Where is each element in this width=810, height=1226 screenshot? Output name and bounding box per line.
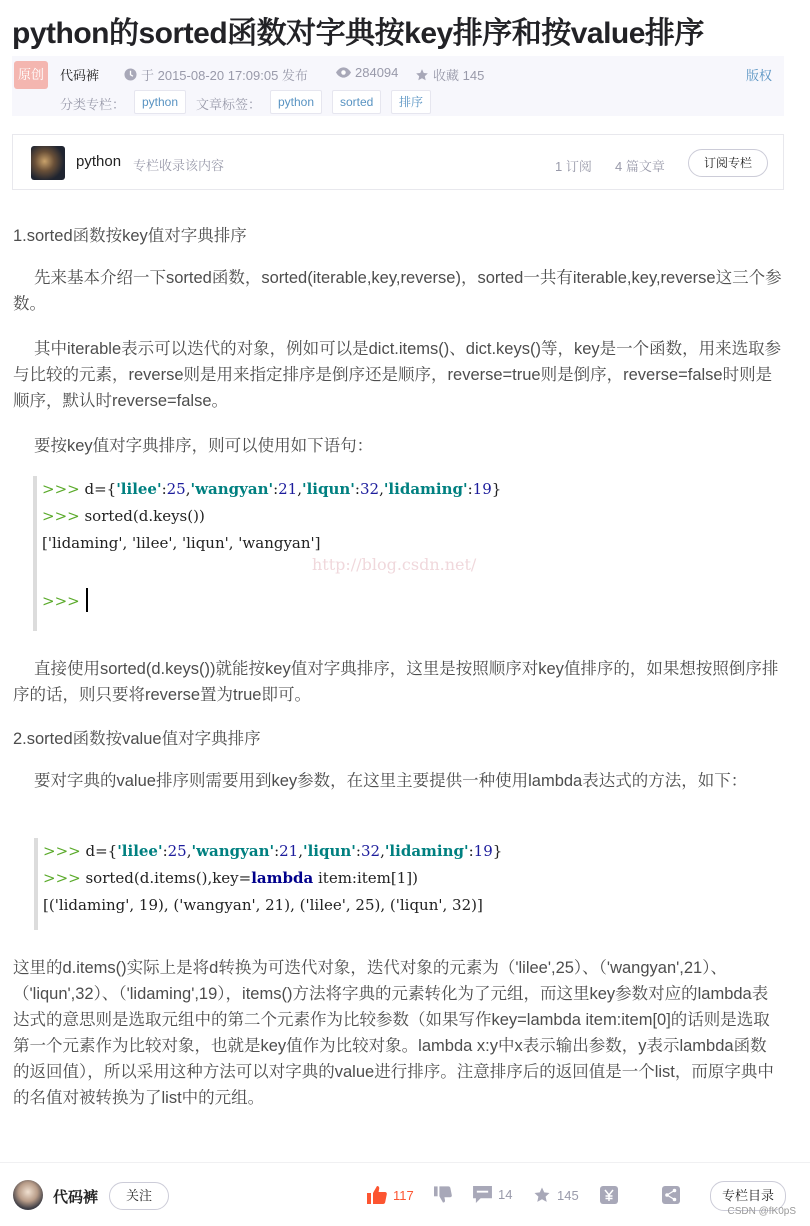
share-icon (662, 1186, 680, 1204)
publish-date-text: 于 2015-08-20 17:09:05 发布 (141, 68, 308, 83)
article-tag-python[interactable]: python (270, 90, 322, 114)
favorite-count-text: 收藏 145 (433, 68, 485, 83)
category-tag-python[interactable]: python (134, 90, 186, 114)
thumbs-up-icon (367, 1186, 387, 1204)
column-name[interactable]: python (76, 153, 122, 170)
copyright-link[interactable]: 版权 (745, 68, 772, 83)
like-button[interactable] (367, 1186, 414, 1204)
author-avatar[interactable] (13, 1180, 43, 1210)
code-block-1 (33, 476, 597, 631)
article-tags-label: 文章标签： (196, 97, 262, 112)
thumbs-down-icon (434, 1186, 452, 1203)
article-title: python的sorted函数对字典按key排序和按value排序 (12, 17, 704, 50)
section-heading-1: 1.sorted函数按key值对字典排序 (13, 227, 247, 245)
view-count (336, 65, 398, 80)
column-desc: 专栏收录该内容 (133, 158, 225, 173)
star-icon (533, 1186, 551, 1204)
publish-date (124, 65, 308, 84)
column-subscribers: 1 订阅 (555, 159, 592, 174)
author-link[interactable]: 代码裤 (60, 68, 100, 83)
subscribe-column-button[interactable]: 订阅专栏 (688, 149, 768, 177)
csdn-credit: CSDN @fK0pS (727, 1206, 796, 1217)
like-count: 117 (393, 1187, 414, 1203)
article-tag-sort[interactable]: 排序 (391, 90, 431, 114)
clock-icon (124, 68, 137, 81)
share-button[interactable] (662, 1186, 680, 1204)
code2-line-3: [('lidaming', 19), ('wangyan', 21), ('lilee', 25), ('liqun', 32)] (43, 896, 483, 914)
star-icon (415, 68, 429, 82)
code1-line-3: ['lidaming', 'lilee', 'liqun', 'wangyan'] (42, 534, 321, 552)
favorite-count-footer: 145 (557, 1187, 579, 1203)
article-tag-sorted[interactable]: sorted (332, 90, 381, 114)
paragraph-1: 先来基本介绍一下sorted函数，sorted(iterable,key,reverse)，sorted一共有iterable,key,reverse这三个参数。 (13, 269, 782, 313)
paragraph-5: 要对字典的value排序则需要用到key参数，在这里主要提供一种使用lambda表达式的方法，如下： (34, 772, 748, 790)
comment-button[interactable] (473, 1186, 512, 1203)
code1-line-prompt: >>> (42, 588, 88, 612)
section-heading-2: 2.sorted函数按value值对字典排序 (13, 730, 261, 748)
bottom-toolbar (0, 1162, 810, 1226)
column-thumbnail[interactable] (31, 146, 65, 180)
comment-icon (473, 1186, 492, 1203)
code2-line-1: >>> d={'lilee':25,'wangyan':21,'liqun':32,'lidaming':19} (43, 842, 503, 860)
follow-button[interactable]: 关注 (109, 1182, 169, 1210)
dislike-button[interactable] (434, 1186, 452, 1203)
category-label: 分类专栏： (60, 97, 126, 112)
column-article-count: 4 篇文章 (615, 159, 665, 174)
article-meta-bar (12, 56, 784, 116)
code1-line-1: >>> d={'lilee':25,'wangyan':21,'liqun':32,'lidaming':19} (42, 480, 502, 498)
eye-icon (336, 67, 351, 78)
column-toc-button[interactable]: 专栏目录 (710, 1181, 786, 1211)
watermark-text: http://blog.csdn.net/ (312, 555, 477, 574)
favorite-button[interactable] (533, 1186, 579, 1204)
text-cursor (86, 588, 88, 612)
favorite-count[interactable] (415, 65, 484, 84)
view-count-text: 284094 (355, 65, 399, 80)
original-badge: 原创 (14, 61, 48, 89)
code-block-2 (34, 838, 648, 930)
paragraph-3: 要按key值对字典排序，则可以使用如下语句： (34, 437, 374, 455)
paragraph-4: 直接使用sorted(d.keys())就能按key值对字典排序，这里是按照顺序对key值排序的，如果想按照倒序排序的话，则只要将reverse置为true即可。 (13, 660, 779, 704)
code1-line-2: >>> sorted(d.keys()) (42, 507, 205, 525)
yen-icon (600, 1186, 618, 1204)
paragraph-6: 这里的d.items()实际上是将d转换为可迭代对象，迭代对象的元素为（'lilee',25）、（'wangyan',21）、（'liqun',32）、（'lidaming',19），items()方法将字典的元素转化为了元组，而这里key参数对应的lambda表达式的意思则是选取元组中的第二个元素作为比较参数（如果写作key=lambda item:item[0]的话则是选取第一个元素作为比较对象，也就是key值作为比较对象。lambda x:y中x表示输出参数，y表示lambda函数的返回值），所以采用这种方法可以对字典的value进行排序。注意排序后的返回值是一个list，而原字典中的名值对被转换为了list中的元组。 (13, 959, 774, 1107)
column-card (12, 134, 784, 190)
comment-count: 14 (498, 1187, 513, 1202)
code2-line-2: >>> sorted(d.items(),key=lambda item:item[1]) (43, 869, 419, 887)
reward-button[interactable] (600, 1186, 618, 1204)
footer-author-name[interactable]: 代码裤 (53, 1189, 99, 1206)
paragraph-2: 其中iterable表示可以迭代的对象，例如可以是dict.items()、dict.keys()等，key是一个函数，用来选取参与比较的元素，reverse则是用来指定排序是倒序还是顺序，reverse=true则是倒序，reverse=false时则是顺序，默认时reverse=false。 (13, 340, 782, 410)
